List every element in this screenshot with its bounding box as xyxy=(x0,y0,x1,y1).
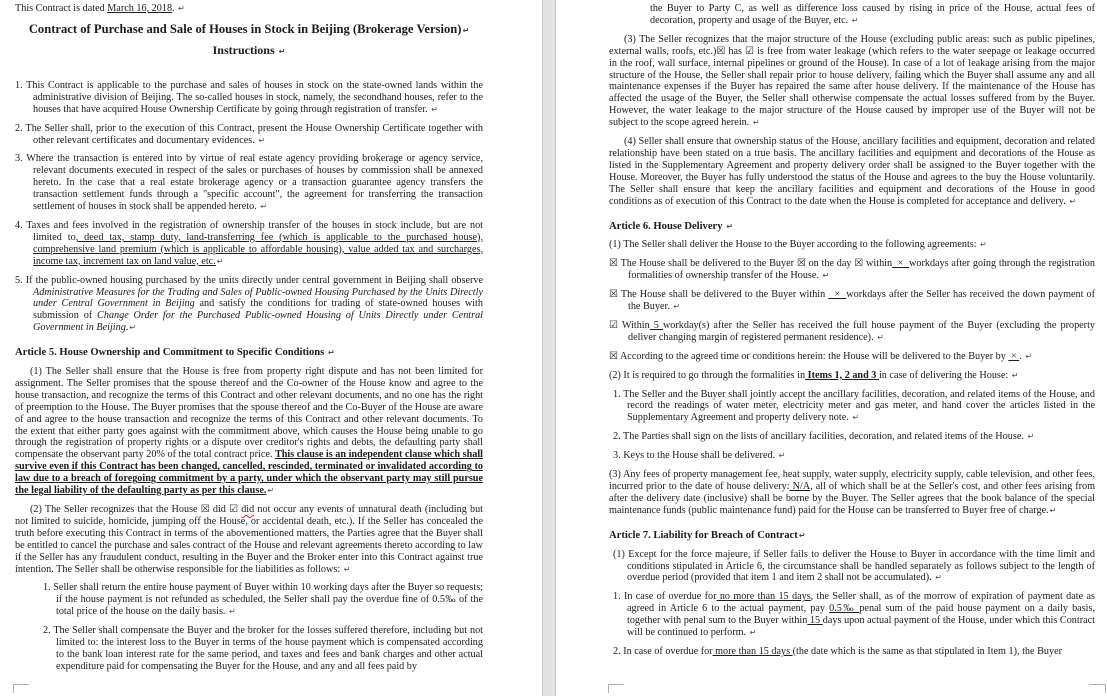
article-5-para-2 xyxy=(15,504,483,575)
checkbox-glyph: ☒ xyxy=(200,504,210,515)
paragraph-mark-icon: ↵ xyxy=(260,202,268,212)
instruction-item-3 xyxy=(15,153,483,213)
text-segment: (1) The Seller shall ensure that the House is free from property right dispute and has not been limited for assignment. The Seller promises that the spouse thereof and the Co-owner of the House know and agree to the house transaction, and recognize the terms of this Contract and other relevant documents, and no one has the right of preemption to the House. The Buyer promises that the spouse thereof and the Co-Buyer of the House are aware of and agree to the house transaction and recognize the terms of this Contract and other relevant documents. To the extent that either party goes against with the commitment above, which causes the House being unable to go through the registration of property rights or a dispute over creditor's rights and debts, the defaulting party shall compensate the observant party 20% of the total contract price. xyxy=(15,366,483,461)
article-6-para-3 xyxy=(609,469,1095,517)
text-segment: (3) The Seller recognizes that the major structure of the House (excluding public areas: such as public pipelines, external walls, roofs, etc.) xyxy=(609,33,1095,57)
text-segment: 1. Seller shall return the entire house payment of Buyer within 10 working days after the Buyer so requests; if the house payment is not refunded as scheduled, the Seller shall pay the overdue fine of 0.5‰ of the total price of the house on the daily basis. xyxy=(43,582,483,618)
text-segment: (3) Any fees of property management fee, heat supply, water supply, electricity supply, cable television, and other fees, incurred prior to the date of house delivery: xyxy=(609,469,1095,492)
checkbox-glyph: ☑ xyxy=(745,45,755,57)
text-segment: Article 6. House Delivery xyxy=(609,220,726,232)
instruction-item-2 xyxy=(15,123,483,147)
text-segment: (2) It is required to go through the formalities in xyxy=(609,369,806,381)
text-segment: not occur any events of unnatural death (including but not limited to suicide, homicide, jumping off the House, or accidental death, etc.). If the Seller has concealed the truth before executing this Contract in terms of the abovementioned matters, the Parties agree that the Buyer shall be entitled to cancel the purchase and sales contract of the House and relevant agreements thereto according to law if the Seller has any fraudulent conduct, resulting in the Buyer and the Broker enter into this Contract against true intention. The Seller shall be otherwise responsible for the liabilities as follows: xyxy=(15,504,483,575)
paragraph-mark-icon: ↵ xyxy=(267,486,275,496)
liability-item-2-continuation xyxy=(650,3,1095,27)
paragraph-mark-icon: ↵ xyxy=(778,451,786,461)
paragraph-mark-icon: ↵ xyxy=(343,564,351,574)
delivery-option-1 xyxy=(609,258,1095,282)
text-segment: and satisfy the conditions for trading of state-owned houses with submission of xyxy=(33,298,483,322)
text-segment: within xyxy=(863,258,893,270)
document-title xyxy=(15,22,483,38)
paragraph-mark-icon: ↵ xyxy=(216,256,224,266)
dateline xyxy=(15,3,483,15)
article-7-para-1 xyxy=(613,549,1095,585)
instruction-item-5 xyxy=(15,275,483,335)
text-segment: 2. The Parties shall sign on the lists of ancillary facilities, decoration, and related items of the House. xyxy=(613,431,1027,443)
paragraph-mark-icon: ↵ xyxy=(822,271,830,281)
article-6-para-1 xyxy=(609,239,1095,251)
text-segment: (1) The Seller shall deliver the House to the Buyer according to the following agreements: xyxy=(609,239,980,251)
article-7-overdue-item-1 xyxy=(613,591,1095,639)
text-segment: . xyxy=(172,3,178,14)
paragraph-mark-icon: ↵ xyxy=(1011,370,1019,380)
paragraph-mark-icon: ↵ xyxy=(229,607,236,617)
text-segment: more than 15 days xyxy=(712,645,793,657)
paragraph-mark-icon: ↵ xyxy=(462,25,470,35)
text-segment: Change Order for the Purchased Public-owned Housing of Units Directly under Central Government in Beijing xyxy=(33,310,484,334)
text-segment: 2. In case of overdue for xyxy=(613,645,713,657)
text-segment: (the date which is the same as that stipulated in Item 1), the Buyer xyxy=(792,645,1062,657)
article-5-para-1 xyxy=(15,366,483,497)
text-segment: in case of delivering the House: xyxy=(878,369,1011,381)
text-segment: is free from water leakage (which refers to the water seepage or leakage occurred in the roof, wall surface, internal pipelines or ground of the House). In case of a lot of leakage arising from the major structure of the House, the Seller shall repair prior to house delivery, failing which the Buyer shall assume any and all maintenance expenses if the Buyer has repaired the same after house delivery. If the maintenance of the House has affected the usage of the Buyer, the Seller shall otherwise compensate the actual losses suffered from by the Buyer. However, the water leakage to the major structure of the House caused by improper use of the Buyer will not be subject to the scope agreed herein. xyxy=(609,45,1095,129)
text-segment: 0.5‰ xyxy=(829,603,860,615)
document-subtitle xyxy=(15,43,483,59)
paragraph-mark-icon: ↵ xyxy=(980,240,987,250)
text-segment: 1. The Seller and the Buyer shall jointly accept the ancillary facilities, decoration, and related items of the House, and record the readings of water meter, electricity meter and gas meter, and hand cover the articles listed in the Supplementary Agreement and property delivery note. xyxy=(613,388,1095,424)
text-segment: . xyxy=(1019,350,1025,362)
text-segment: no more than 15 days xyxy=(716,591,811,603)
checkbox-glyph: ☒ xyxy=(609,350,618,362)
text-segment: 2. The Seller shall compensate the Buyer and the broker for the losses suffered therefore, including but not limited to: the interest loss to the Buyer in terms of the house payment which is compensated according to the bank loan interest rate for the same period, and taxes and fees and bank charges and other actual expenditure paid for compensating the Buyer for the House, and any and all fees paid by xyxy=(43,625,483,672)
text-segment: , deed tax, stamp duty, land-transferring fee (which is applicable to the purchased house), comprehensive land premium (which is applicable to affordable housing), value added tax and surcharges, income tax, increment tax on land value, etc. xyxy=(33,231,483,267)
text-segment: Contract of Purchase and Sale of Houses in Stock in Beijing (Brokerage Version) xyxy=(28,21,462,36)
paragraph-mark-icon: ↵ xyxy=(129,323,137,333)
text-segment: the Buyer to Party C, as well as difference loss caused by rising in price of the House, actual fees of decoration, property and usage of the Buyer, etc. xyxy=(650,3,1095,26)
paragraph-mark-icon: ↵ xyxy=(726,221,733,231)
article-6-heading xyxy=(609,221,1095,233)
checkbox-glyph: ☒ xyxy=(716,45,726,57)
text-segment: Within xyxy=(617,319,650,331)
paragraph-mark-icon: ↵ xyxy=(749,628,757,638)
text-segment: , the Seller shall, as of the morrow of expiration of payment date as agreed in Article 6 to the actual payment, pay xyxy=(627,591,1095,615)
article-6-formality-item-1 xyxy=(613,389,1095,425)
paragraph-mark-icon: ↵ xyxy=(178,4,185,13)
delivery-option-3 xyxy=(609,320,1095,344)
paragraph-mark-icon: ↵ xyxy=(431,104,438,114)
text-segment: did xyxy=(209,504,230,515)
paragraph-mark-icon: ↵ xyxy=(1027,432,1035,442)
text-segment: March 16, 2018 xyxy=(107,3,173,14)
paragraph-mark-icon: ↵ xyxy=(752,118,760,128)
article-6-para-2 xyxy=(609,370,1095,382)
checkbox-glyph: ☑ xyxy=(229,504,239,515)
checkbox-glyph: ☒ xyxy=(854,258,864,270)
delivery-option-2 xyxy=(609,289,1095,313)
text-segment: Items 1, 2 and 3 xyxy=(805,369,879,381)
text-segment: (2) The Seller recognizes that the House xyxy=(30,504,201,515)
instruction-item-4 xyxy=(15,220,483,268)
text-segment: N/A xyxy=(789,481,811,492)
text-segment: (4) Seller shall ensure that ownership status of the House, ancillary facilities and equipment, decoration and related relationship have been stated on a true basis. The ancillary facilities and equipment and decorations of the House as listed in the Supplementary Agreement and property delivery order shall be assigned to the Buyer together with the House. Moreover, the Buyer has fully understood the status of the House and agrees to the buy the House voluntarily. The Seller shall ensure that keep the ancillary facilities and equipment and decorations of the House in good conditions as of execution of this Contract to the date when the House is completed for acceptance and delivery. xyxy=(609,136,1095,207)
page-2[interactable] xyxy=(556,0,1107,696)
text-segment: did xyxy=(241,504,255,515)
text-segment: Instructions xyxy=(212,42,278,57)
text-segment: This Contract is dated xyxy=(15,3,108,14)
text-segment: (1) Except for the force majeure, if Seller fails to deliver the House to Buyer in accordance with the time limit and conditions stipulated in Article 6, the circumstance shall be handled separately as follows subject to the length of overdue period (provided that item 1 and item 2 shall not be accumulated). xyxy=(613,548,1095,584)
instruction-item-1 xyxy=(15,80,483,116)
text-segment: workday(s) after the Seller has received the full house payment of the Buyer (excluding the property deliver changing margin of registered permanent residence). xyxy=(628,319,1095,343)
paragraph-mark-icon: ↵ xyxy=(1049,505,1057,515)
article-5-heading xyxy=(15,347,483,359)
text-boundary-mark xyxy=(1089,684,1106,693)
text-segment: 5. If the public-owned housing purchased by the units directly under central government in Beijing shall observe xyxy=(15,274,483,286)
article-5-para-4 xyxy=(609,136,1095,207)
text-segment: workdays after the Seller has received the down payment of the Buyer. xyxy=(628,289,1096,313)
page-1[interactable] xyxy=(0,0,542,696)
paragraph-mark-icon: ↵ xyxy=(278,46,286,56)
checkbox-glyph: ☒ xyxy=(609,258,618,270)
paragraph-mark-icon: ↵ xyxy=(852,413,860,423)
text-segment: 3. Keys to the House shall be delivered. xyxy=(613,450,778,462)
text-segment: Article 5. House Ownership and Commitment to Specific Conditions xyxy=(15,347,327,359)
article-6-formality-item-2 xyxy=(613,431,1095,443)
paragraph-mark-icon: ↵ xyxy=(258,135,266,145)
paragraph-mark-icon: ↵ xyxy=(798,530,806,540)
text-segment: 15 xyxy=(807,615,823,627)
text-segment: on the day xyxy=(805,258,855,270)
text-segment: × xyxy=(1008,350,1020,362)
text-segment: penal sum of the paid house payment on a daily basis, together with penal sum to the Buyer within xyxy=(627,603,1095,627)
article-7-overdue-item-2 xyxy=(613,646,1095,658)
text-segment: days upon actual payment of the House, under which this Contract will be continued to perform. xyxy=(627,615,1096,639)
text-segment: 4. Taxes and fees involved in the registration of ownership transfer of the houses in stock include, but are not limited to xyxy=(15,219,483,243)
text-segment: 2. The Seller shall, prior to the execution of this Contract, present the House Ownership Certificate together with other relevant certificates and documentary evidences. xyxy=(15,122,483,146)
text-boundary-mark xyxy=(13,684,29,693)
text-segment: According to the agreed time or conditions herein: the House will be delivered to the Buyer by xyxy=(617,350,1009,362)
article-6-formality-item-3 xyxy=(613,450,1095,462)
text-segment: This clause is an independent clause which shall survive even if this Contract has been changed, cancelled, rescinded, terminated or invalidated according to law due to a breach of foregoing commitment by a party, under which the observant party may still pursue the legal liability of the defaulting party as per this clause. xyxy=(15,449,484,497)
article-5-para-3 xyxy=(609,34,1095,129)
text-segment: Article 7. Liability for Breach of Contract xyxy=(609,529,798,541)
paragraph-mark-icon: ↵ xyxy=(327,348,335,358)
text-segment: has xyxy=(725,45,746,57)
article-5-liability-item-1 xyxy=(43,582,483,618)
text-boundary-mark xyxy=(608,684,624,693)
text-segment: 3. Where the transaction is entered into by virtue of real estate agency providing brokerage or agency service, relevant documents executed in respect of the sales or purchases of houses by commission shall be annexed hereto. In the case that a real estate brokerage agency or a transaction guarantee agency transfers the transaction settlement funds through a "specific account", the agreement for transferring the transaction settlement of houses in stock shall be appended hereto. xyxy=(15,153,483,213)
delivery-option-4 xyxy=(609,351,1095,363)
text-segment: The House shall be delivered to the Buyer xyxy=(617,258,797,270)
paragraph-mark-icon: ↵ xyxy=(673,302,681,312)
paragraph-mark-icon: ↵ xyxy=(877,332,884,342)
text-segment: . xyxy=(125,322,129,334)
paragraph-mark-icon: ↵ xyxy=(935,573,942,583)
text-segment: 1. In case of overdue for xyxy=(613,591,717,603)
text-segment: 5 xyxy=(649,319,663,331)
paragraph-mark-icon: ↵ xyxy=(851,15,859,25)
text-segment: 1. This Contract is applicable to the purchase and sales of houses in stock on the state-owned lands within the administrative division of Beijing. The so-called houses in stock, namely, the secondhand houses, refer to the houses that have acquired House Ownership Certificate by going through registration of transfer. xyxy=(15,79,483,115)
page-gutter xyxy=(542,0,556,696)
article-5-liability-item-2 xyxy=(43,625,483,673)
checkbox-glyph: ☒ xyxy=(609,289,618,301)
text-segment: × xyxy=(828,289,847,301)
article-7-heading xyxy=(609,530,1095,542)
text-segment: workdays after going through the registration formalities of ownership transfer of the House. xyxy=(628,258,1095,282)
text-segment: , all of which shall be at the Seller's cost, and other fees arising from after the delivery date (inclusive) shall be borne by the Buyer. The Seller agrees that the book balance of the special maintenance funds (public maintenance fund) paid for the House can be transferred to Buyer free of charge. xyxy=(609,481,1095,516)
paragraph-mark-icon: ↵ xyxy=(1025,351,1033,361)
text-segment: × xyxy=(892,258,910,270)
text-segment: The House shall be delivered to the Buyer within xyxy=(617,289,829,301)
text-segment: Administrative Measures for the Trading and Sales of Public-owned Housing Purchased by the Units Directly under Central Government in Beijing xyxy=(33,286,483,310)
paragraph-mark-icon: ↵ xyxy=(1069,196,1077,206)
checkbox-glyph: ☒ xyxy=(796,258,806,270)
checkbox-glyph: ☑ xyxy=(609,319,618,331)
